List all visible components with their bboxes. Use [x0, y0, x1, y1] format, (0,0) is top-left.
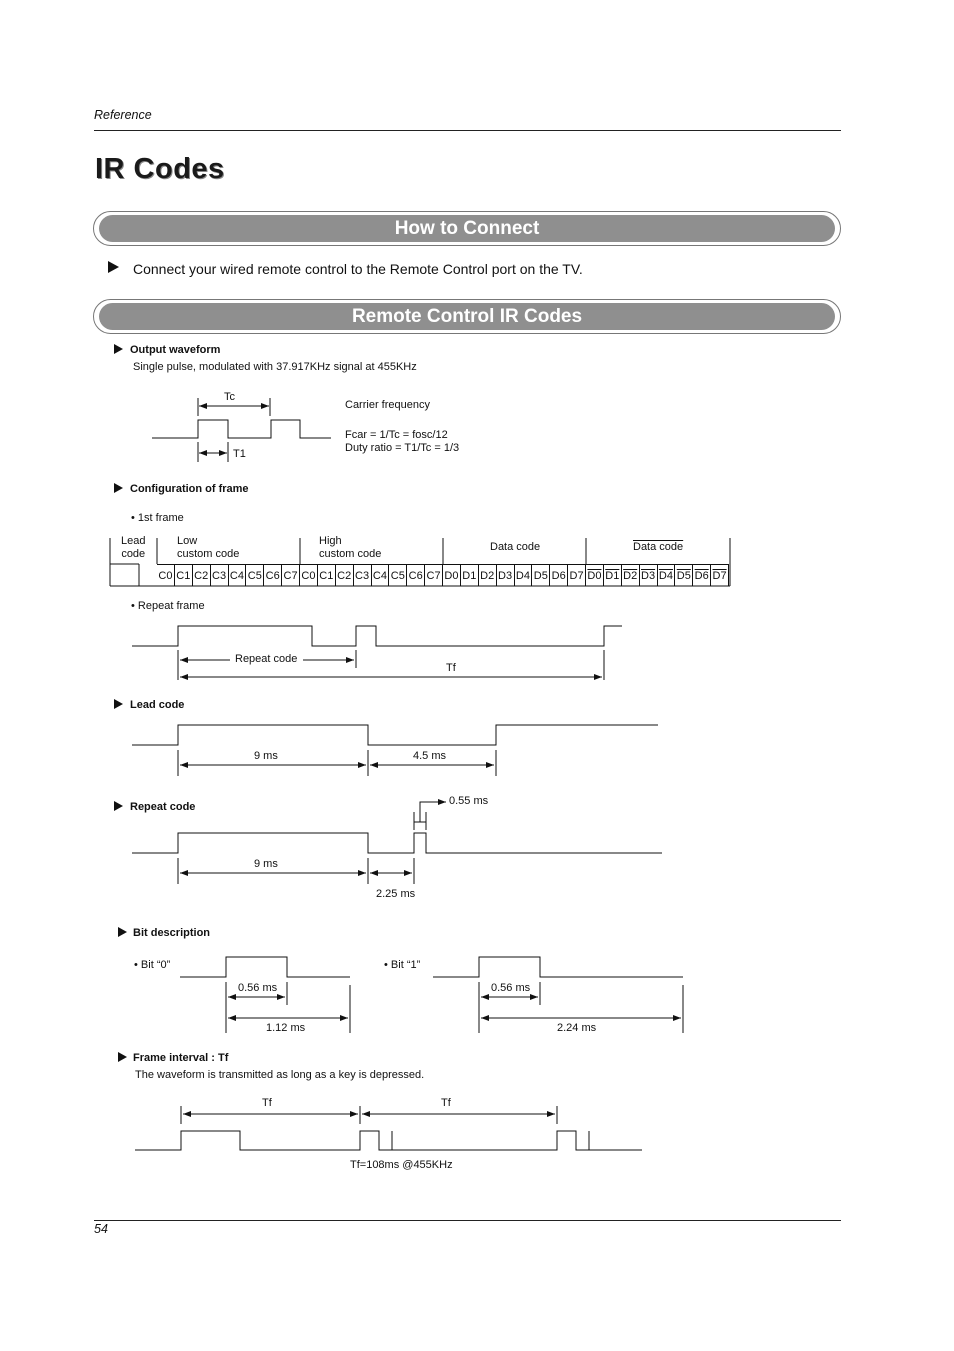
config-frame-label: Configuration of frame [130, 483, 249, 495]
frame-table-outline [0, 0, 954, 600]
repeat-pulse-label: 0.55 ms [449, 795, 489, 807]
bit-cell: C6 [264, 564, 282, 586]
bit-cell: C0 [300, 564, 318, 586]
bit0-high-label: 0.56 ms [238, 982, 278, 994]
bit-cell: D1 [461, 564, 479, 586]
bit0-waveform [180, 957, 350, 977]
bit-cell: C6 [407, 564, 425, 586]
lead-code-header-line2: code [121, 548, 146, 560]
output-waveform-label: Output waveform [130, 344, 221, 356]
bit-cell: C2 [336, 564, 354, 586]
data-code-inv-header: Data code [633, 541, 684, 553]
bit0-total-label: 1.12 ms [266, 1022, 306, 1034]
bit-cell: C3 [354, 564, 372, 586]
low-custom-header-line1: Low [177, 535, 198, 547]
lead-code-header-line1: Lead [121, 535, 146, 547]
high-custom-header-line1: High [319, 535, 342, 547]
frame-tf2-label: Tf [441, 1097, 451, 1109]
bit1-waveform [433, 957, 683, 977]
fcar-label: Fcar = 1/Tc = fosc/12 [345, 429, 448, 441]
bit-cell-inverted: D6 [693, 564, 711, 586]
bullet-arrow-icon [114, 801, 123, 811]
bit0-text: Bit “0” [140, 959, 171, 971]
bit1-text: Bit “1” [390, 959, 421, 971]
bit1-total-label: 2.24 ms [557, 1022, 597, 1034]
carrier-label: Carrier frequency [345, 399, 430, 411]
frame-note-label: Tf=108ms @455KHz [350, 1159, 453, 1171]
page-number: 54 [94, 1222, 108, 1236]
high-custom-header-line2: custom code [319, 548, 382, 560]
bit-cell: C7 [282, 564, 300, 586]
frame-interval-label: Frame interval : Tf [133, 1052, 229, 1064]
repeat-frame-text: Repeat frame [137, 600, 205, 612]
footer-rule [94, 1220, 841, 1221]
bit-cell: C5 [389, 564, 407, 586]
output-waveform-desc: Single pulse, modulated with 37.917KHz signal at 455KHz [133, 361, 417, 373]
ir-codes-heading: Remote Control IR Codes [99, 303, 835, 330]
repeat-frame-label: • Repeat frame [131, 600, 205, 612]
repeat-high-label: 9 ms [254, 858, 278, 870]
lead-low-label: 4.5 ms [413, 750, 447, 762]
bullet-arrow-icon [118, 1052, 127, 1062]
lead-code-label: Lead code [130, 699, 185, 711]
first-frame-text: 1st frame [137, 512, 184, 524]
low-custom-header [177, 535, 239, 561]
repeat-code-span-label: Repeat code [235, 653, 298, 665]
bit-cell-inverted: D3 [640, 564, 658, 586]
bit-cell: C2 [193, 564, 211, 586]
high-custom-header [319, 535, 381, 561]
data-code-header: Data code [490, 541, 541, 553]
bit-cell: C4 [372, 564, 390, 586]
frame-interval-desc: The waveform is transmitted as long as a key is depressed. [135, 1069, 425, 1081]
bit-cell-inverted: D1 [604, 564, 622, 586]
lead-high-label: 9 ms [254, 750, 278, 762]
tc-label: Tc [224, 391, 235, 403]
frame-interval-waveform [135, 1131, 642, 1150]
low-custom-header-line2: custom code [177, 548, 240, 560]
bit-cell: D3 [497, 564, 515, 586]
repeat-code-label: Repeat code [130, 801, 196, 813]
bit-desc-label: Bit description [133, 927, 211, 939]
repeat-frame-waveform [132, 626, 622, 646]
how-to-connect-heading: How to Connect [99, 215, 835, 242]
bit-cell: C4 [229, 564, 247, 586]
bit-cell: C1 [318, 564, 336, 586]
lead-code-header [121, 535, 145, 561]
bit0-label: • Bit “0” [134, 959, 171, 971]
bit-cell: C5 [246, 564, 264, 586]
bit1-label: • Bit “1” [384, 959, 421, 971]
bit-cell: D7 [568, 564, 586, 586]
page-title: IR Codes [95, 153, 225, 185]
header-section: Reference [94, 108, 152, 122]
bit-cell-inverted: D4 [658, 564, 676, 586]
repeat-low-label: 2.25 ms [376, 888, 416, 900]
bit-cell: D0 [443, 564, 461, 586]
lead-code-waveform [132, 725, 658, 745]
frame-tf1-label: Tf [262, 1097, 272, 1109]
repeat-code-waveform [132, 833, 662, 853]
bit-cell: D4 [515, 564, 533, 586]
bit-cell: C7 [425, 564, 443, 586]
bit-cell: C0 [157, 564, 175, 586]
bit1-high-label: 0.56 ms [491, 982, 531, 994]
bullet-arrow-icon [118, 927, 127, 937]
duty-label: Duty ratio = T1/Tc = 1/3 [345, 442, 460, 454]
bit-cells-row [157, 564, 729, 586]
t1-label: T1 [233, 448, 246, 460]
bullet-arrow-icon [114, 699, 123, 709]
bit-cell-inverted: D0 [586, 564, 604, 586]
first-frame-label: • 1st frame [131, 512, 184, 524]
bit-cell: D6 [550, 564, 568, 586]
bit-cell: C1 [175, 564, 193, 586]
bit-cell: D2 [479, 564, 497, 586]
bit-cell-inverted: D2 [622, 564, 640, 586]
tf-span-label: Tf [446, 662, 456, 674]
bit-cell: C3 [211, 564, 229, 586]
how-to-connect-text: Connect your wired remote control to the Remote Control port on the TV. [133, 261, 583, 277]
bit-cell: D5 [532, 564, 550, 586]
bit-cell-inverted: D7 [711, 564, 729, 586]
bit-cell-inverted: D5 [675, 564, 693, 586]
